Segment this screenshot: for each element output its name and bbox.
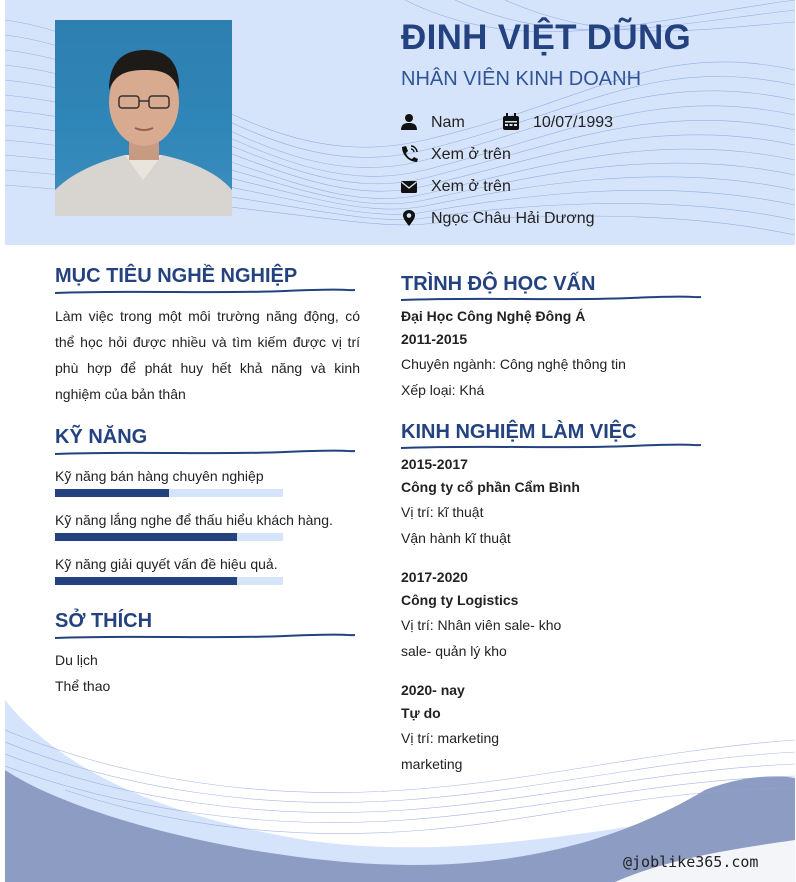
candidate-name: ĐINH VIỆT DŨNG [401,18,692,57]
experience-period: 2020- nay [401,682,465,698]
skill-label: Kỹ năng giải quyết vấn đề hiệu quả. [55,556,278,572]
cv-page [5,0,795,882]
map-pin-icon [400,209,418,227]
education-grade: Xếp loại: Khá [401,382,485,398]
skill-label: Kỹ năng bán hàng chuyên nghiệp [55,468,264,484]
skill-bar-track [55,533,283,541]
education-major: Chuyên ngành: Công nghệ thông tin [401,356,626,372]
user-icon [400,113,418,131]
objective-title: MỤC TIÊU NGHỀ NGHIỆP [55,265,298,287]
experience-position: Vị trí: marketing [401,730,500,746]
experience-desc: sale- quản lý kho [401,643,507,659]
experience-title: KINH NGHIỆM LÀM VIỆC [401,421,637,443]
phone-value: Xem ở trên [431,146,511,163]
hobbies-underline [55,630,355,642]
education-school: Đại Học Công Nghệ Đông Á [401,308,586,324]
calendar-icon [502,113,520,131]
envelope-icon [400,178,418,196]
skill-bar-fill [55,489,169,497]
skills-title: KỸ NĂNG [55,426,148,448]
hobby-item: Thể thao [55,678,111,694]
skill-bar-track [55,577,283,585]
experience-period: 2017-2020 [401,569,468,585]
skills-underline [55,446,355,458]
gender-value: Nam [431,114,465,131]
experience-desc: Vận hành kĩ thuật [401,530,511,546]
experience-position: Vị trí: kĩ thuật [401,504,484,520]
profile-photo [55,20,232,216]
skill-bar-fill [55,577,237,585]
experience-position: Vị trí: Nhân viên sale- kho [401,617,562,633]
experience-company: Công ty cổ phần Cẩm Bình [401,479,580,495]
skill-label: Kỹ năng lắng nghe để thấu hiểu khách hàng. [55,512,333,528]
job-title: NHÂN VIÊN KINH DOANH [401,68,642,90]
education-underline [401,292,701,304]
experience-underline [401,440,701,452]
experience-company: Công ty Logistics [401,592,519,608]
experience-desc: marketing [401,756,463,772]
email-value: Xem ở trên [431,178,511,195]
objective-text: Làm việc trong một môi trường năng động, có thể học hỏi được nhiều và tìm kiếm được vị trí phù hợp để phát huy hết khả năng và kinh nghiệm của bản thân [55,308,360,402]
address-value: Ngọc Châu Hải Dương [431,210,595,227]
skill-bar-track [55,489,283,497]
objective-underline [55,285,355,297]
experience-company: Tự do [401,705,441,721]
hobby-item: Du lịch [55,652,98,668]
header-background [5,0,795,245]
education-period: 2011-2015 [401,331,468,347]
birthdate-value: 10/07/1993 [533,114,614,131]
hobbies-title: SỞ THÍCH [55,610,153,632]
phone-icon [400,145,418,163]
education-title: TRÌNH ĐỘ HỌC VẤN [401,273,596,295]
skill-bar-fill [55,533,237,541]
watermark-text: @joblike365.com [623,853,759,871]
experience-period: 2015-2017 [401,456,468,472]
